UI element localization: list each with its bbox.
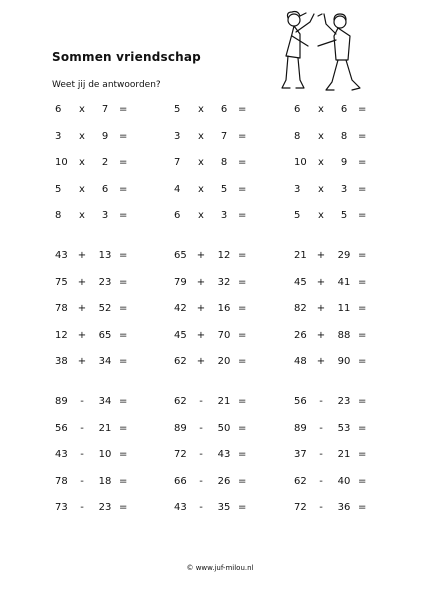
- operator: +: [316, 276, 326, 288]
- equals-sign: =: [119, 396, 128, 407]
- operand-a: 89: [294, 422, 307, 434]
- operand-a: 65: [174, 250, 187, 261]
- operator: -: [319, 422, 323, 434]
- operand-a: 38: [55, 356, 68, 367]
- operand-b: 10: [98, 449, 112, 460]
- operator: x: [318, 104, 324, 115]
- sum-item: [174, 476, 254, 490]
- sum-item: [174, 303, 254, 317]
- sum-item: [55, 396, 135, 410]
- operator: +: [196, 356, 206, 367]
- operand-b: 43: [217, 449, 231, 460]
- operand-a: 6: [174, 210, 181, 221]
- sum-item: [294, 131, 374, 145]
- page-subtitle: Weet jij de antwoorden?: [52, 80, 161, 90]
- equals-sign: =: [358, 502, 367, 513]
- operator: +: [196, 329, 206, 341]
- sum-item: [294, 502, 374, 516]
- operand-a: 7: [174, 157, 181, 168]
- equals-sign: =: [358, 104, 367, 115]
- operand-b: 34: [98, 356, 112, 367]
- operator: -: [199, 475, 203, 487]
- equals-sign: =: [238, 276, 247, 288]
- sum-item: [174, 502, 254, 516]
- operator: +: [77, 303, 87, 314]
- operand-a: 10: [294, 157, 307, 168]
- operator: +: [77, 276, 87, 288]
- sum-item: [174, 184, 254, 198]
- operator: +: [196, 276, 206, 288]
- operand-a: 73: [55, 502, 68, 513]
- operator: x: [79, 210, 85, 221]
- operand-b: 52: [98, 303, 112, 314]
- sum-item: [174, 157, 254, 171]
- sum-item: [294, 277, 374, 291]
- operand-b: 21: [98, 422, 112, 434]
- operand-a: 26: [294, 329, 307, 341]
- operand-a: 62: [174, 356, 187, 367]
- equals-sign: =: [238, 183, 247, 195]
- operator: x: [79, 104, 85, 115]
- operand-b: 23: [98, 502, 112, 513]
- operand-b: 7: [220, 130, 228, 142]
- operand-a: 72: [174, 449, 187, 460]
- operator: x: [79, 157, 85, 168]
- equals-sign: =: [358, 210, 367, 221]
- equals-sign: =: [119, 502, 128, 513]
- operand-a: 8: [294, 130, 301, 142]
- operand-a: 42: [174, 303, 187, 314]
- operator: +: [316, 329, 326, 341]
- sum-item: [55, 277, 135, 291]
- operand-a: 43: [55, 449, 68, 460]
- operator: x: [198, 210, 204, 221]
- operator: +: [77, 250, 87, 261]
- operand-b: 29: [337, 250, 351, 261]
- operand-b: 6: [101, 183, 109, 195]
- operand-b: 70: [217, 329, 231, 341]
- equals-sign: =: [358, 449, 367, 460]
- operand-b: 21: [337, 449, 351, 460]
- equals-sign: =: [238, 303, 247, 314]
- equals-sign: =: [119, 183, 128, 195]
- sum-item: [55, 449, 135, 463]
- equals-sign: =: [238, 396, 247, 407]
- operand-b: 34: [98, 396, 112, 407]
- operand-a: 8: [55, 210, 62, 221]
- equals-sign: =: [358, 303, 367, 314]
- operator: -: [199, 422, 203, 434]
- sum-item: [294, 104, 374, 118]
- operator: x: [198, 183, 204, 195]
- operand-b: 65: [98, 329, 112, 341]
- sum-item: [294, 423, 374, 437]
- operand-b: 8: [340, 130, 348, 142]
- operand-a: 56: [294, 396, 307, 407]
- operator: -: [319, 396, 323, 407]
- operator: x: [318, 183, 324, 195]
- sum-item: [294, 250, 374, 264]
- sum-item: [294, 449, 374, 463]
- sum-item: [174, 277, 254, 291]
- equals-sign: =: [358, 356, 367, 367]
- page-title: Sommen vriendschap: [52, 50, 201, 64]
- sum-item: [174, 131, 254, 145]
- sum-item: [294, 303, 374, 317]
- sum-item: [55, 423, 135, 437]
- sum-item: [55, 131, 135, 145]
- equals-sign: =: [358, 276, 367, 288]
- operand-b: 13: [98, 250, 112, 261]
- operand-b: 23: [337, 396, 351, 407]
- sum-item: [174, 330, 254, 344]
- sum-item: [55, 303, 135, 317]
- operand-b: 11: [337, 303, 351, 314]
- equals-sign: =: [358, 475, 367, 487]
- operator: x: [198, 104, 204, 115]
- operand-b: 3: [340, 183, 348, 195]
- equals-sign: =: [119, 250, 128, 261]
- equals-sign: =: [358, 157, 367, 168]
- operator: -: [199, 502, 203, 513]
- operand-b: 41: [337, 276, 351, 288]
- sum-item: [294, 476, 374, 490]
- operand-b: 6: [340, 104, 348, 115]
- operand-a: 10: [55, 157, 68, 168]
- equals-sign: =: [238, 356, 247, 367]
- operator: x: [318, 157, 324, 168]
- equals-sign: =: [119, 449, 128, 460]
- operand-b: 18: [98, 475, 112, 487]
- equals-sign: =: [119, 475, 128, 487]
- equals-sign: =: [358, 130, 367, 142]
- operand-a: 43: [55, 250, 68, 261]
- equals-sign: =: [238, 104, 247, 115]
- equals-sign: =: [358, 329, 367, 341]
- sum-item: [55, 330, 135, 344]
- operator: x: [318, 130, 324, 142]
- sum-item: [294, 396, 374, 410]
- sum-item: [174, 449, 254, 463]
- operand-b: 6: [220, 104, 228, 115]
- operand-b: 26: [217, 475, 231, 487]
- sum-item: [174, 104, 254, 118]
- operator: +: [77, 356, 87, 367]
- operand-a: 75: [55, 276, 68, 288]
- footer-copyright: © www.juf-milou.nl: [186, 564, 254, 572]
- equals-sign: =: [358, 396, 367, 407]
- sum-item: [55, 250, 135, 264]
- sum-item: [55, 104, 135, 118]
- equals-sign: =: [119, 422, 128, 434]
- operand-b: 23: [98, 276, 112, 288]
- operand-a: 12: [55, 329, 68, 341]
- equals-sign: =: [119, 329, 128, 341]
- operand-a: 89: [55, 396, 68, 407]
- sum-item: [294, 330, 374, 344]
- equals-sign: =: [238, 130, 247, 142]
- equals-sign: =: [238, 449, 247, 460]
- operator: x: [198, 130, 204, 142]
- operator: -: [199, 449, 203, 460]
- operator: -: [80, 475, 84, 487]
- operand-a: 5: [55, 183, 62, 195]
- operator: -: [319, 449, 323, 460]
- sum-item: [174, 356, 254, 370]
- sum-item: [294, 184, 374, 198]
- operand-a: 45: [174, 329, 187, 341]
- operand-b: 8: [220, 157, 228, 168]
- operand-b: 88: [337, 329, 351, 341]
- friends-illustration: [270, 6, 370, 96]
- operand-b: 5: [220, 183, 228, 195]
- operand-b: 9: [101, 130, 109, 142]
- operator: +: [196, 303, 206, 314]
- equals-sign: =: [238, 475, 247, 487]
- operand-b: 3: [220, 210, 228, 221]
- sum-item: [174, 210, 254, 224]
- operand-b: 50: [217, 422, 231, 434]
- sum-item: [174, 423, 254, 437]
- operand-b: 36: [337, 502, 351, 513]
- sum-item: [55, 476, 135, 490]
- operator: +: [316, 303, 326, 314]
- operand-a: 3: [294, 183, 301, 195]
- operand-a: 78: [55, 303, 68, 314]
- operand-b: 7: [101, 104, 109, 115]
- operand-a: 56: [55, 422, 68, 434]
- operand-a: 6: [55, 104, 62, 115]
- operator: -: [80, 502, 84, 513]
- operand-b: 40: [337, 475, 351, 487]
- sum-item: [55, 210, 135, 224]
- equals-sign: =: [358, 183, 367, 195]
- operator: -: [199, 396, 203, 407]
- equals-sign: =: [119, 130, 128, 142]
- operand-a: 72: [294, 502, 307, 513]
- operand-a: 66: [174, 475, 187, 487]
- sum-item: [294, 356, 374, 370]
- equals-sign: =: [119, 210, 128, 221]
- sum-item: [55, 184, 135, 198]
- operand-b: 12: [217, 250, 231, 261]
- equals-sign: =: [119, 157, 128, 168]
- operand-a: 21: [294, 250, 307, 261]
- operator: x: [79, 130, 85, 142]
- equals-sign: =: [238, 329, 247, 341]
- operator: x: [198, 157, 204, 168]
- operator: -: [319, 475, 323, 487]
- operand-a: 48: [294, 356, 307, 367]
- equals-sign: =: [238, 157, 247, 168]
- operand-a: 78: [55, 475, 68, 487]
- sum-item: [55, 356, 135, 370]
- equals-sign: =: [358, 250, 367, 261]
- operand-a: 62: [294, 475, 307, 487]
- operand-b: 53: [337, 422, 351, 434]
- equals-sign: =: [119, 276, 128, 288]
- operand-b: 2: [101, 157, 109, 168]
- equals-sign: =: [238, 502, 247, 513]
- sum-item: [294, 210, 374, 224]
- operand-b: 9: [340, 157, 348, 168]
- operand-a: 5: [294, 210, 301, 221]
- operand-a: 5: [174, 104, 181, 115]
- operator: +: [316, 356, 326, 367]
- sum-item: [174, 250, 254, 264]
- equals-sign: =: [238, 250, 247, 261]
- operand-a: 3: [55, 130, 62, 142]
- sum-item: [174, 396, 254, 410]
- operand-a: 45: [294, 276, 307, 288]
- operator: +: [196, 250, 206, 261]
- operand-a: 37: [294, 449, 307, 460]
- sum-item: [55, 157, 135, 171]
- operand-a: 62: [174, 396, 187, 407]
- operand-b: 35: [217, 502, 231, 513]
- operand-a: 82: [294, 303, 307, 314]
- operator: -: [319, 502, 323, 513]
- operand-a: 6: [294, 104, 301, 115]
- operand-a: 89: [174, 422, 187, 434]
- operand-b: 5: [340, 210, 348, 221]
- sum-item: [55, 502, 135, 516]
- operand-a: 43: [174, 502, 187, 513]
- equals-sign: =: [238, 210, 247, 221]
- operand-a: 79: [174, 276, 187, 288]
- operator: -: [80, 422, 84, 434]
- operator: +: [77, 329, 87, 341]
- operator: x: [79, 183, 85, 195]
- operand-b: 16: [217, 303, 231, 314]
- equals-sign: =: [119, 104, 128, 115]
- operand-a: 3: [174, 130, 181, 142]
- operand-b: 20: [217, 356, 231, 367]
- sum-item: [294, 157, 374, 171]
- operator: -: [80, 396, 84, 407]
- equals-sign: =: [119, 303, 128, 314]
- equals-sign: =: [238, 422, 247, 434]
- operator: -: [80, 449, 84, 460]
- operator: +: [316, 250, 326, 261]
- operator: x: [318, 210, 324, 221]
- operand-b: 3: [101, 210, 109, 221]
- equals-sign: =: [358, 422, 367, 434]
- operand-b: 32: [217, 276, 231, 288]
- operand-b: 21: [217, 396, 231, 407]
- operand-a: 4: [174, 183, 181, 195]
- operand-b: 90: [337, 356, 351, 367]
- equals-sign: =: [119, 356, 128, 367]
